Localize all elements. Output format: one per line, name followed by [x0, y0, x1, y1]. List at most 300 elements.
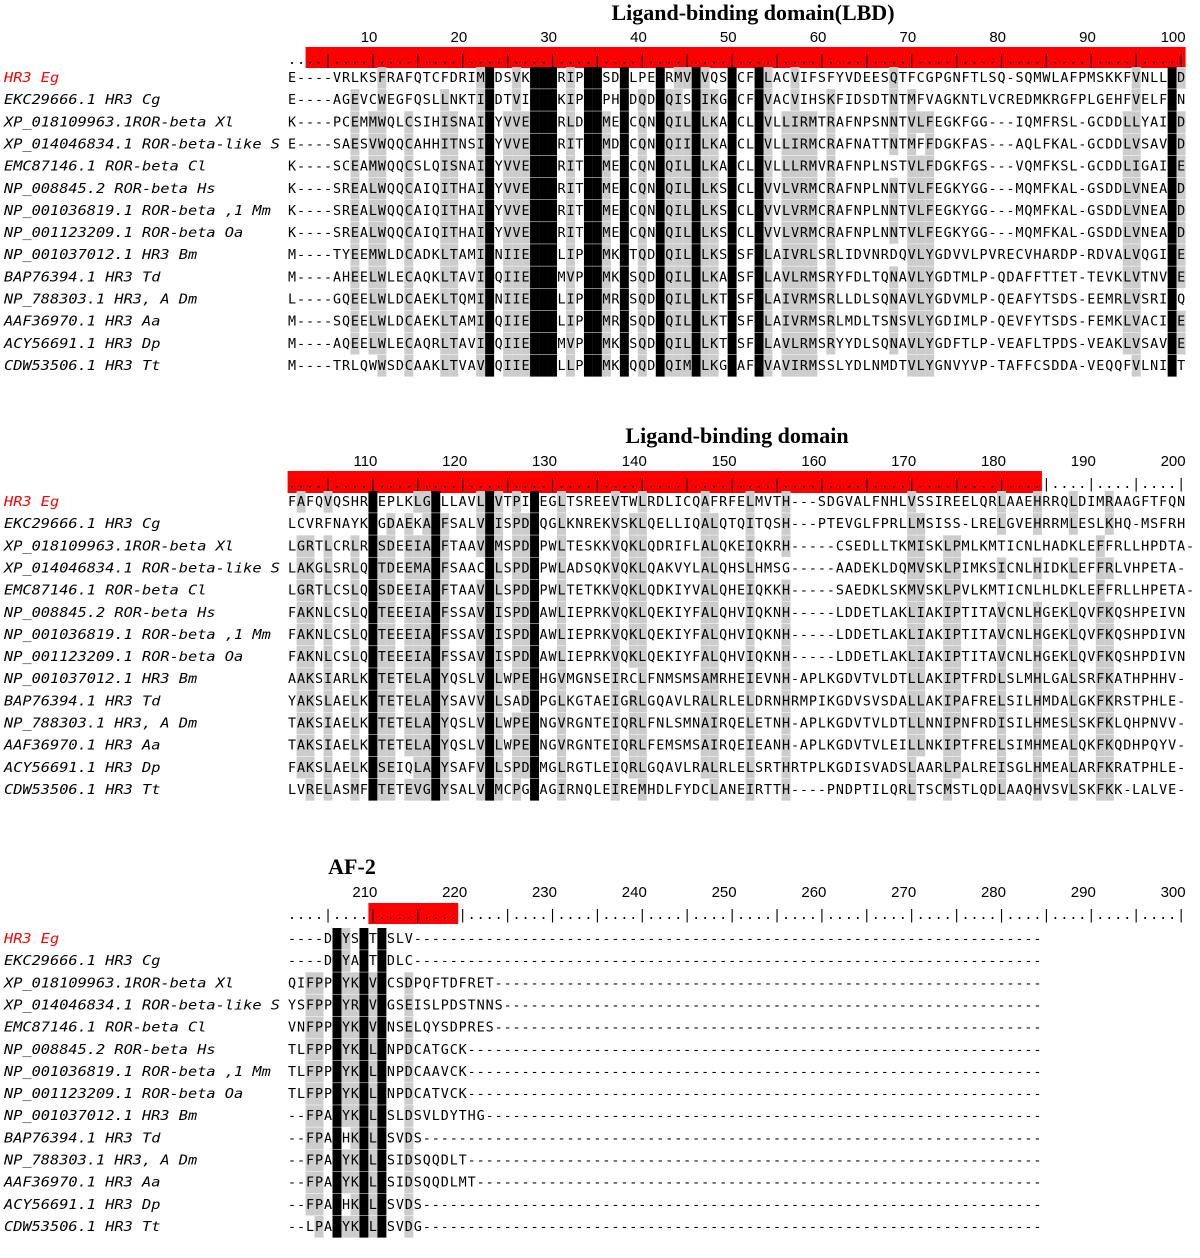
tick-label: 280: [981, 884, 1006, 901]
residue: D: [1150, 628, 1158, 643]
residue: -: [773, 1087, 781, 1102]
residue: A: [468, 204, 476, 219]
residue: E: [1096, 337, 1104, 352]
residue: L: [836, 650, 844, 665]
residue: V: [477, 717, 485, 732]
residue: S: [818, 337, 826, 352]
residue: L: [369, 539, 377, 554]
residue: -: [656, 954, 664, 969]
ruler-mark: .: [665, 908, 673, 923]
residue: A: [297, 628, 305, 643]
residue: Y: [1141, 115, 1149, 130]
residue: V: [908, 359, 916, 374]
ruler-mark: .: [1015, 477, 1023, 492]
residue: V: [513, 115, 521, 130]
residue: F: [593, 359, 601, 374]
residue: L: [1123, 204, 1131, 219]
residue: S: [719, 182, 727, 197]
residue: -: [414, 932, 422, 947]
residue: S: [450, 783, 458, 798]
residue: -: [800, 584, 808, 599]
residue: -: [1006, 182, 1014, 197]
residue: S: [1060, 717, 1068, 732]
residue: -: [306, 315, 314, 330]
residue: F: [593, 204, 601, 219]
residue: D: [656, 270, 664, 285]
residue: I: [971, 628, 979, 643]
residue: -: [531, 932, 539, 947]
residue: -: [1078, 160, 1086, 175]
residue: E: [360, 337, 368, 352]
residue: V: [773, 204, 781, 219]
residue: -: [665, 954, 673, 969]
tick-label: 40: [630, 29, 647, 46]
residue: L: [971, 337, 979, 352]
residue: R: [988, 495, 997, 510]
residue: L: [369, 561, 377, 576]
ruler-mark: .: [288, 908, 296, 923]
residue: N: [647, 137, 655, 152]
residue: M: [908, 93, 916, 108]
residue: G: [548, 672, 556, 687]
residue: -: [522, 1043, 530, 1058]
residue: L: [746, 160, 754, 175]
residue: -: [782, 1043, 790, 1058]
residue: M: [1033, 71, 1041, 86]
residue: H: [782, 783, 790, 798]
residue: F: [1168, 337, 1176, 352]
residue: L: [764, 270, 772, 285]
residue: D: [647, 270, 655, 285]
residue: -: [1015, 998, 1023, 1013]
residue: -: [872, 954, 880, 969]
residue: I: [1015, 739, 1023, 754]
residue: L: [1051, 71, 1059, 86]
residue: -: [306, 93, 314, 108]
residue: I: [935, 495, 943, 510]
residue: A: [414, 337, 422, 352]
residue: -: [971, 932, 979, 947]
residue: K: [1114, 270, 1123, 285]
residue: N: [495, 248, 503, 263]
residue: F: [1024, 337, 1032, 352]
residue: L: [746, 182, 754, 197]
residue: E: [1024, 495, 1032, 510]
residue: I: [1015, 694, 1023, 709]
residue: -: [997, 998, 1005, 1013]
residue: I: [477, 337, 485, 352]
residue: I: [971, 606, 979, 621]
residue: E: [737, 539, 745, 554]
residue: F: [531, 115, 539, 130]
residue: -: [980, 932, 988, 947]
residue: L: [1123, 315, 1131, 330]
residue: L: [701, 204, 709, 219]
residue: K: [629, 606, 638, 621]
residue: D: [324, 954, 332, 969]
residue: -: [899, 1087, 907, 1102]
residue: I: [953, 315, 961, 330]
residue: A: [333, 672, 341, 687]
residue: W: [378, 182, 387, 197]
residue: -: [755, 1087, 763, 1102]
residue: A: [836, 561, 844, 576]
residue: -: [988, 315, 996, 330]
ruler-mark: .: [845, 908, 853, 923]
residue: -: [297, 248, 305, 263]
residue: -: [737, 1021, 745, 1036]
ruler-mark: |: [1177, 53, 1185, 68]
residue: D: [656, 160, 664, 175]
residue: T: [872, 270, 880, 285]
residue: S: [755, 761, 763, 776]
residue: S: [926, 517, 934, 532]
ruler-mark: .: [495, 53, 503, 68]
residue: L: [683, 160, 691, 175]
residue: G: [1087, 182, 1095, 197]
residue: E: [863, 650, 871, 665]
residue: G: [297, 539, 305, 554]
residue: V: [611, 650, 619, 665]
residue: V: [477, 783, 485, 798]
ruler-mark: |: [638, 477, 646, 492]
residue: -: [908, 932, 916, 947]
residue: L: [486, 783, 494, 798]
residue: L: [1123, 182, 1131, 197]
residue: L: [908, 783, 916, 798]
residue: G: [935, 359, 943, 374]
residue: -: [629, 1043, 637, 1058]
residue: M: [917, 517, 925, 532]
residue: F: [692, 606, 700, 621]
ruler-mark: .: [710, 908, 718, 923]
residue: G: [944, 182, 952, 197]
residue: H: [1033, 561, 1041, 576]
residue: V: [369, 137, 377, 152]
residue: L: [782, 137, 790, 152]
residue: K: [459, 1087, 468, 1102]
residue: S: [1006, 694, 1014, 709]
residue: -: [827, 998, 835, 1013]
residue: Q: [881, 293, 889, 308]
residue: Q: [755, 606, 763, 621]
residue: K: [827, 739, 836, 754]
residue: N: [854, 137, 862, 152]
residue: R: [342, 204, 351, 219]
residue: -: [315, 315, 323, 330]
residue: I: [800, 71, 808, 86]
residue: E: [1150, 204, 1158, 219]
residue: -: [863, 976, 871, 991]
residue: I: [746, 606, 754, 621]
residue: E: [755, 293, 763, 308]
residue: G: [584, 248, 592, 263]
residue: I: [944, 672, 952, 687]
residue: L: [369, 1109, 377, 1124]
residue: F: [1159, 517, 1167, 532]
ruler-mark: .: [297, 477, 305, 492]
residue: A: [288, 672, 296, 687]
residue: -: [800, 1087, 808, 1102]
residue: T: [1141, 270, 1149, 285]
residue: H: [1033, 717, 1041, 732]
residue: R: [531, 628, 540, 643]
residue: Q: [1078, 628, 1086, 643]
residue: R: [1114, 761, 1123, 776]
residue: D: [988, 783, 996, 798]
residue: H: [782, 584, 790, 599]
ruler-mark: .: [360, 53, 368, 68]
residue: F: [1033, 270, 1041, 285]
residue: E: [1150, 182, 1158, 197]
residue: R: [584, 495, 593, 510]
residue: L: [369, 1065, 377, 1080]
residue: S: [414, 160, 422, 175]
residue: N: [836, 783, 844, 798]
residue: K: [1051, 182, 1060, 197]
residue: M: [288, 315, 296, 330]
residue: K: [602, 606, 611, 621]
residue: S: [387, 359, 395, 374]
residue: T: [899, 137, 907, 152]
residue: K: [360, 694, 369, 709]
residue: S: [423, 998, 431, 1013]
ruler-mark: .: [575, 53, 583, 68]
residue: A: [360, 204, 368, 219]
residue: E: [647, 71, 655, 86]
residue: T: [881, 93, 889, 108]
residue: Q: [584, 783, 592, 798]
residue: T: [899, 115, 907, 130]
residue: P: [953, 539, 961, 554]
residue: D: [854, 606, 862, 621]
residue: L: [351, 717, 359, 732]
residue: D: [450, 1021, 458, 1036]
residue: P: [854, 783, 862, 798]
residue: -: [629, 976, 637, 991]
residue: L: [791, 337, 799, 352]
residue: -: [953, 1087, 961, 1102]
sequence-name: CDW53506.1 HR3 Tt: [4, 359, 161, 374]
residue: F: [378, 976, 386, 991]
residue: S: [504, 584, 512, 599]
residue: L: [881, 739, 889, 754]
residue: G: [719, 359, 727, 374]
residue: S: [459, 739, 467, 754]
residue: D: [854, 71, 862, 86]
residue: -: [531, 998, 539, 1013]
residue: C: [450, 1043, 458, 1058]
residue: A: [539, 293, 547, 308]
residue: -: [728, 1065, 736, 1080]
residue: R: [647, 495, 656, 510]
residue: -: [539, 1087, 547, 1102]
residue: N: [1177, 93, 1185, 108]
residue: I: [782, 248, 790, 263]
residue: -: [899, 1065, 907, 1080]
residue: -: [593, 1065, 601, 1080]
residue: -: [863, 998, 871, 1013]
residue: E: [387, 606, 395, 621]
residue: F: [593, 248, 601, 263]
residue: Q: [647, 650, 655, 665]
residue: -: [1078, 182, 1086, 197]
residue: R: [800, 315, 809, 330]
residue: V: [773, 226, 781, 241]
residue: T: [396, 783, 404, 798]
residue: T: [396, 694, 404, 709]
residue: S: [459, 650, 467, 665]
residue: L: [620, 248, 628, 263]
ruler-mark: .: [602, 53, 610, 68]
residue: T: [863, 739, 871, 754]
residue: T: [504, 495, 512, 510]
residue: -: [486, 1065, 494, 1080]
residue: -: [899, 1043, 907, 1058]
residue: -: [962, 932, 970, 947]
residue: F: [926, 182, 934, 197]
residue: F: [441, 561, 449, 576]
ruler-mark: .: [306, 53, 314, 68]
residue: -: [764, 954, 772, 969]
residue: P: [575, 293, 583, 308]
residue: -: [692, 1021, 700, 1036]
residue: A: [1123, 761, 1131, 776]
residue: Y: [1159, 739, 1167, 754]
residue: -: [845, 1065, 853, 1080]
residue: S: [504, 694, 512, 709]
residue: C: [737, 182, 745, 197]
residue: -: [593, 1021, 601, 1036]
residue: T: [899, 182, 907, 197]
residue: -: [908, 976, 916, 991]
tick-label: 90: [1079, 29, 1096, 46]
residue: -: [944, 1087, 952, 1102]
residue: H: [647, 783, 655, 798]
residue: K: [764, 606, 773, 621]
residue: E: [387, 717, 395, 732]
residue: -: [791, 650, 799, 665]
residue: W: [548, 584, 557, 599]
residue: H: [468, 1109, 476, 1124]
residue: W: [504, 739, 513, 754]
residue: -: [917, 932, 925, 947]
ruler-mark: .: [387, 53, 395, 68]
ruler-mark: .: [800, 477, 808, 492]
residue: Q: [638, 248, 646, 263]
residue: F: [1168, 115, 1176, 130]
residue: -: [297, 359, 305, 374]
residue: G: [441, 1043, 449, 1058]
residue: S: [988, 561, 996, 576]
residue: D: [450, 998, 458, 1013]
residue: E: [396, 270, 404, 285]
residue: -: [908, 1087, 916, 1102]
residue: A: [926, 606, 934, 621]
residue: Y: [342, 1109, 350, 1124]
residue: R: [342, 226, 351, 241]
residue: E: [872, 71, 880, 86]
residue: P: [1141, 561, 1149, 576]
residue: -: [566, 976, 574, 991]
ruler-mark: |: [728, 53, 736, 68]
sequence-name: EKC29666.1 HR3 Cg: [4, 93, 161, 108]
residue: S: [1069, 337, 1077, 352]
residue: T: [459, 1109, 467, 1124]
residue: A: [539, 204, 547, 219]
residue: P: [513, 650, 521, 665]
residue: -: [297, 137, 305, 152]
residue: -: [1177, 761, 1185, 776]
residue: -: [701, 1087, 709, 1102]
residue: K: [629, 628, 638, 643]
residue: G: [971, 182, 979, 197]
residue: L: [692, 248, 700, 263]
residue: P: [324, 976, 332, 991]
residue: K: [899, 584, 908, 599]
residue: V: [611, 584, 619, 599]
residue: T: [899, 717, 907, 732]
residue: -: [836, 1043, 844, 1058]
ruler-mark: .: [602, 477, 610, 492]
residue: S: [1069, 293, 1077, 308]
residue: F: [1096, 650, 1104, 665]
residue: -: [1024, 1021, 1032, 1036]
residue: N: [1177, 628, 1185, 643]
residue: L: [710, 650, 718, 665]
tick-label: 300: [1161, 884, 1186, 901]
residue: L: [971, 495, 979, 510]
residue: N: [387, 1021, 395, 1036]
residue: P: [980, 248, 988, 263]
residue: -: [1024, 954, 1032, 969]
residue: Q: [414, 93, 422, 108]
residue: L: [414, 761, 422, 776]
residue: V: [504, 204, 512, 219]
residue: -: [827, 650, 835, 665]
tick-label: 150: [712, 453, 737, 470]
residue: K: [360, 517, 369, 532]
residue: A: [890, 650, 898, 665]
residue: G: [1060, 93, 1068, 108]
residue: M: [1105, 315, 1113, 330]
tick-label: 10: [361, 29, 378, 46]
residue: G: [935, 337, 943, 352]
residue: R: [800, 226, 809, 241]
residue: F: [1015, 359, 1023, 374]
residue: V: [477, 739, 485, 754]
residue: S: [459, 717, 467, 732]
ruler-mark: .: [351, 908, 359, 923]
residue: -: [755, 1043, 763, 1058]
residue: -: [683, 1021, 691, 1036]
tick-label: 210: [352, 884, 377, 901]
residue: -: [548, 1087, 556, 1102]
residue: Y: [845, 359, 853, 374]
ruler-mark: .: [988, 53, 996, 68]
residue: E: [737, 694, 745, 709]
residue: D: [522, 539, 530, 554]
residue: L: [692, 93, 700, 108]
residue: Q: [1123, 517, 1131, 532]
residue: T: [378, 672, 386, 687]
ruler-mark: .: [396, 477, 404, 492]
residue: -: [477, 1065, 485, 1080]
residue: -: [683, 954, 691, 969]
residue: W: [548, 606, 557, 621]
ruler-mark: .: [988, 908, 996, 923]
residue: H: [1042, 584, 1050, 599]
